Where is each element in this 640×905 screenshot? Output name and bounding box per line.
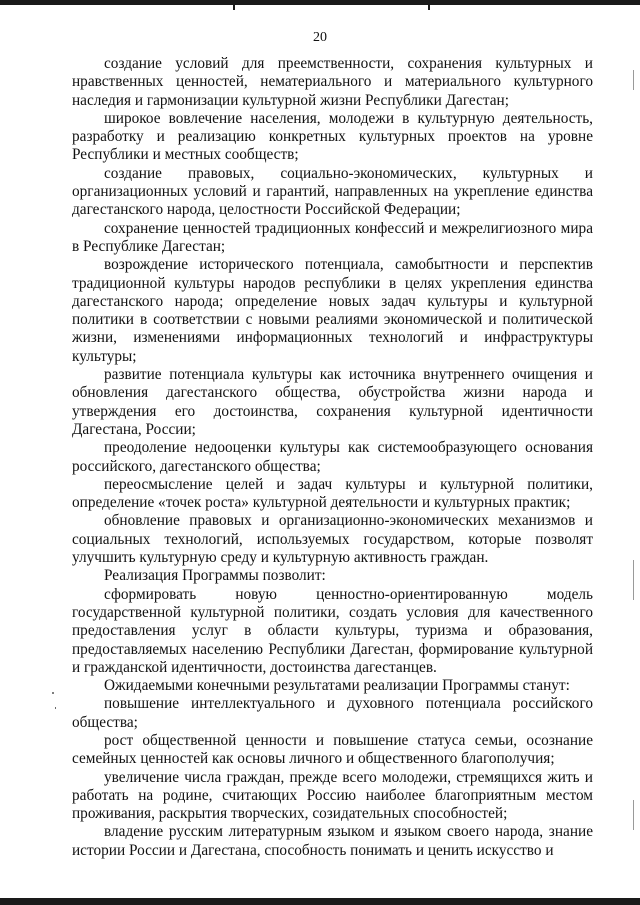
- paragraph: рост общественной ценности и повышение статуса семьи, осознание семейных ценностей как основы личного и общественного благополучия;: [72, 731, 593, 768]
- paragraph: широкое вовлечение населения, молодежи в культурную деятельность, разработку и реализацию конкретных культурных проектов на уровне Республики и местных сообществ;: [72, 109, 593, 164]
- paragraph: увеличение числа граждан, прежде всего молодежи, стремящихся жить и работать на родине, считающих Россию наиболее благоприятным местом проживания, раскрытия творческих, созидательных способностей;: [72, 768, 593, 823]
- paragraph: возрождение исторического потенциала, самобытности и перспектив традиционной культуры народов республики в целях укрепления единства дагестанского народа; определение новых задач культуры и культурной политики в соответствии с новыми реалиями экономической и политической жизни, изменениями информационных технологий и инфраструктуры культуры;: [72, 256, 593, 365]
- paragraph: сохранение ценностей традиционных конфессий и межрелигиозного мира в Республике Дагестан;: [72, 219, 593, 255]
- page-number: 20: [313, 30, 327, 45]
- scan-edge-mark: [633, 70, 634, 90]
- scan-mark: [233, 5, 235, 10]
- paragraph: преодоление недооценки культуры как системообразующего основания российского, дагестанского общества;: [72, 439, 593, 475]
- paragraph: развитие потенциала культуры как источника внутреннего очищения и обновления дагестанского общества, обустройства жизни народа и утверждения его достоинства, сохранения культурной идентичности Дагестана, России;: [72, 366, 593, 438]
- paragraph: повышение интеллектуального и духовного потенциала российского общества;: [72, 695, 593, 731]
- scan-top-edge: [0, 0, 640, 5]
- scan-speck: [52, 692, 54, 694]
- paragraph: обновление правовых и организационно-экономических механизмов и социальных технологий, используемых государством, которые позволят улучшить культурную среду и культурную активность граждан.: [72, 512, 593, 567]
- scan-edge-mark: [633, 560, 634, 600]
- paragraph: сформировать новую ценностно-ориентированную модель государственной культурной политики, создать условия для качественного предоставления услуг в области культуры, туризма и образования, предоставляемых населению Республики Дагестан, формирование культурной и гражданской идентичности, достоинства дагестанцев.: [72, 585, 593, 676]
- document-body: [72, 55, 593, 860]
- paragraph: Реализация Программы позволит:: [104, 567, 326, 585]
- scan-mark: [428, 5, 430, 10]
- scan-speck: [55, 707, 56, 709]
- paragraph: владение русским литературным языком и языком своего народа, знание истории России и Дагестана, способность понимать и ценить искусство и: [72, 823, 593, 859]
- paragraph: создание правовых, социально-экономических, культурных и организационных условий и гарантий, направленных на укрепление единства дагестанского народа, целостности Российской Федерации;: [72, 164, 593, 219]
- paragraph: Ожидаемыми конечными результатами реализации Программы станут:: [104, 677, 570, 695]
- scan-bottom-edge: [0, 898, 640, 905]
- paragraph: переосмысление целей и задач культуры и культурной политики, определение «точек роста» культурной деятельности и культурных практик;: [72, 475, 593, 512]
- scan-edge-mark: [633, 800, 634, 830]
- paragraph: создание условий для преемственности, сохранения культурных и нравственных ценностей, нематериального и материального культурного наследия и гармонизации культурной жизни Республики Дагестан;: [72, 55, 593, 109]
